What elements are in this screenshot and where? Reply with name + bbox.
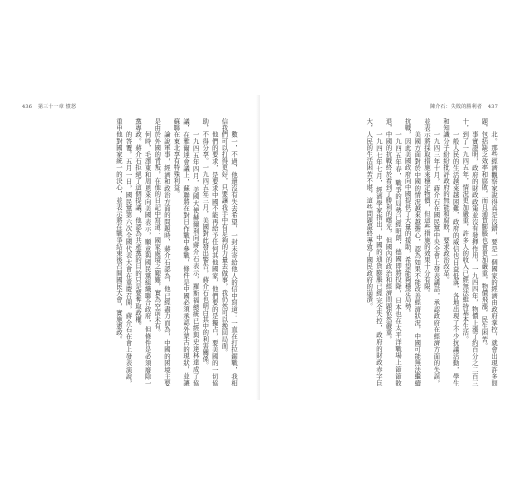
right-running-head: 陳介石：失敗的勝利者 [430,104,483,110]
left-paragraph: 論說軍事，經濟和政治方面的問題時，蔣介石認為，他已經盡力而為，中國的困境主要是由於外國的背叛，在他的日記中寫道：國家處境之艱難，實為空前未有。 [153,118,170,386]
right-body-text [282,118,498,386]
left-page-number: 436 [22,104,33,110]
left-paragraph: 他們的要求，是要求中國不能再給予任何其他國家，他們要的是獨占，要美國的一切協助，不得分享。一九四五年三月，美國對此發出警告，蔣介石也明白其中的利害關係。 [201,118,218,386]
right-paragraph: 一九四三年十月，蔣介石在國民黨中央全會上發表講話，承認政府在經濟方面的失誤，並表示將採取措施來穩定物價，但這些措施的效果十分有限。 [422,118,440,386]
right-paragraph: 美國方面對於中國的情況越來越擔心，認為如果不能改善經濟狀況，中國可能無法繼續抗戰，因此美國政府向中國提供了大量的援助，希望能夠穩定局勢。 [403,118,421,386]
left-paragraph: 一九四五年四月，美國大使赫爾利向蔣介石表示，羅斯福總統已經與史達林達成了協議，在雅爾達會議上，蘇聯將在對日作戰中參戰，條件是中國必須承認外蒙古的現狀，並讓蘇聯在東北享有特殊利益。 [172,118,199,386]
left-paragraph: 數一，不過，他還沒有失去希望，一封未寄給他人的信中寫道：一直在打拉鋸戰，我相信我們可以打得更好，只要讓我手中有足夠的力量去做事，我仍然可以挽回局面。 [220,118,237,386]
right-page-number: 437 [487,104,498,110]
right-page-header [426,103,498,110]
right-paragraph: 北。那些經濟觀察家說得真是沒錯，要是一個國家的經濟由政府掌控，就會出現許多問題，包括缺乏效率和腐敗，而且通貨膨脹也會更加嚴重，物價飛漲，民生困苦。 [480,118,497,386]
right-page [260,0,520,500]
right-paragraph: 一九四五年春，戰爭的局勢已經明朗，德國即將投降，日本也在太平洋戰場上節節敗退，中國的抗戰終於看到了勝利的曙光，但國內的政治和經濟問題依然嚴重。 [384,118,402,386]
left-paragraph: 的答覆。五月一日，國民黨第六次全國代表大會在重慶召開，蔣介石在會上發表演說，重申他對國家統一的決心，並表示將在戰爭結束後召開國民大會，實施憲政。 [114,118,132,386]
left-paragraph: 何時，毛澤東和周恩來向美國表示，願意與國民黨組織聯合政府，但條件是必須廢除一黨專政。蔣介石拒絕了這個提議，他認為共產黨的目的只是要奪取政權。 [134,118,151,386]
left-body-text [26,118,238,386]
right-paragraph: 事實證明，政府的財政政策並沒有發揮作用，一九四四年，物價上漲了約百分之二百三十，到了一九四五年，情況更加嚴重，許多人的收入已經無法維持基本生活。 [461,118,478,386]
right-paragraph: 一般人民的生活越來越困難，政府的威信也日益低落，各地出現了不少抗議活動，學生和知識分子紛紛批評政府的無能和腐敗，要求政治改革。 [442,118,459,386]
left-page-header [22,103,80,110]
left-running-head: 第三十一章 憤怒 [37,104,77,110]
right-paragraph: 一九四七年七月，經濟學家指出，中國的通貨膨脹已經完全失控，政府的財政赤字巨大，人民的生活困苦不堪，這些問題最終導致了國民政府的崩潰。 [365,118,382,386]
